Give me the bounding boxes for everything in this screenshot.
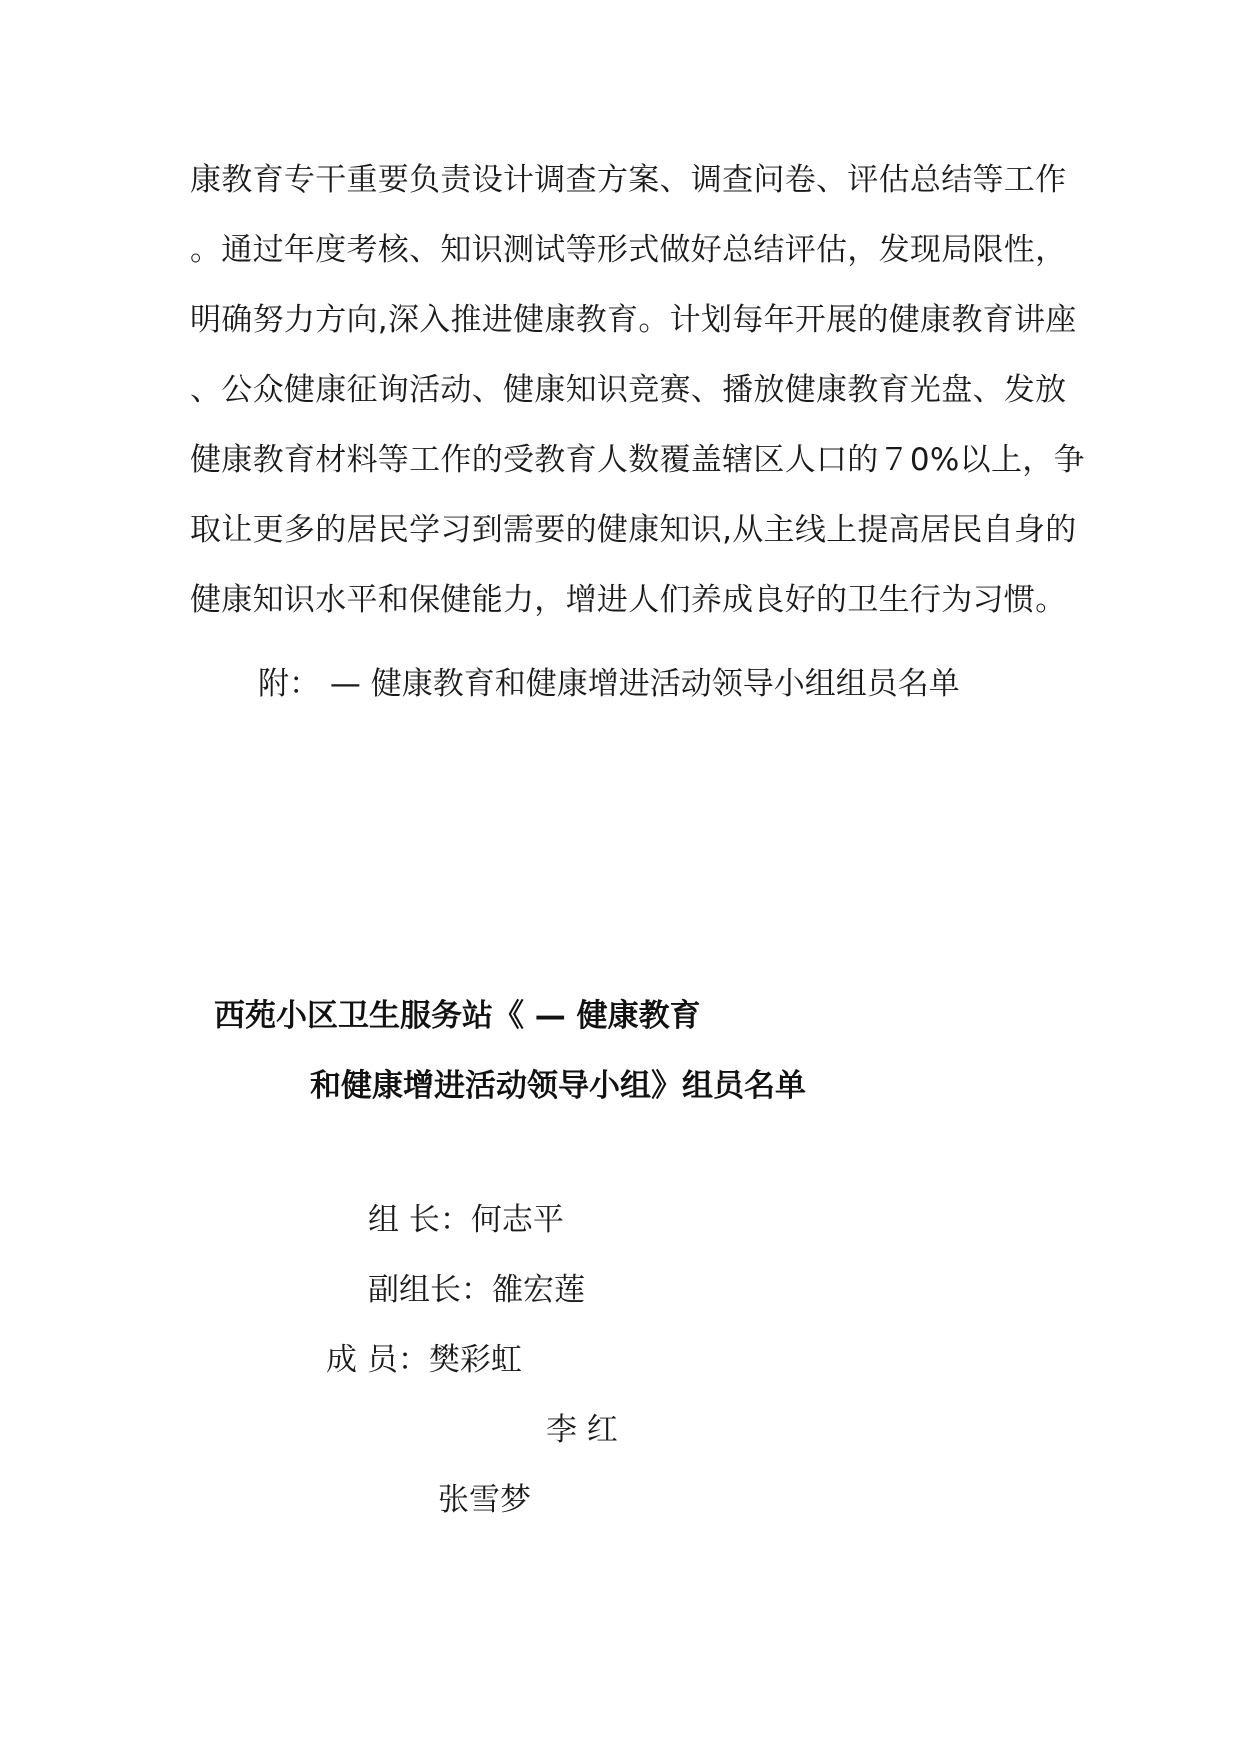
paragraph-line: 健康知识水平和保健能力，增进人们养成良好的卫生行为习惯。 xyxy=(190,582,1067,618)
paragraph-line: 。通过年度考核、知识测试等形式做好总结评估，发现局限性， xyxy=(190,232,1067,268)
paragraph-line: 健康教育材料等工作的受教育人数覆盖辖区人口的７0%以上，争 xyxy=(190,442,1085,478)
member-third: 张雪梦 xyxy=(438,1482,531,1518)
member-leader: 组 长：何志平 xyxy=(368,1202,564,1238)
member-deputy: 副组长：雒宏莲 xyxy=(368,1272,585,1308)
list-title-line1: 西苑小区卫生服务站《 — 健康教育 xyxy=(214,998,701,1034)
list-title-line2: 和健康增进活动领导小组》组员名单 xyxy=(310,1068,806,1104)
member-second: 李 红 xyxy=(546,1412,618,1448)
paragraph-line: 、公众健康征询活动、健康知识竞赛、播放健康教育光盘、发放 xyxy=(190,372,1067,408)
paragraph-line: 康教育专干重要负责设计调查方案、调查问卷、评估总结等工作 xyxy=(190,162,1067,198)
attachment-note: 附： — 健康教育和健康增进活动领导小组组员名单 xyxy=(258,666,960,702)
paragraph-line: 取让更多的居民学习到需要的健康知识,从主线上提高居民自身的 xyxy=(190,512,1077,548)
paragraph-line: 明确努力方向,深入推进健康教育。计划每年开展的健康教育讲座 xyxy=(190,302,1077,338)
member-first: 成 员：樊彩虹 xyxy=(326,1342,522,1378)
